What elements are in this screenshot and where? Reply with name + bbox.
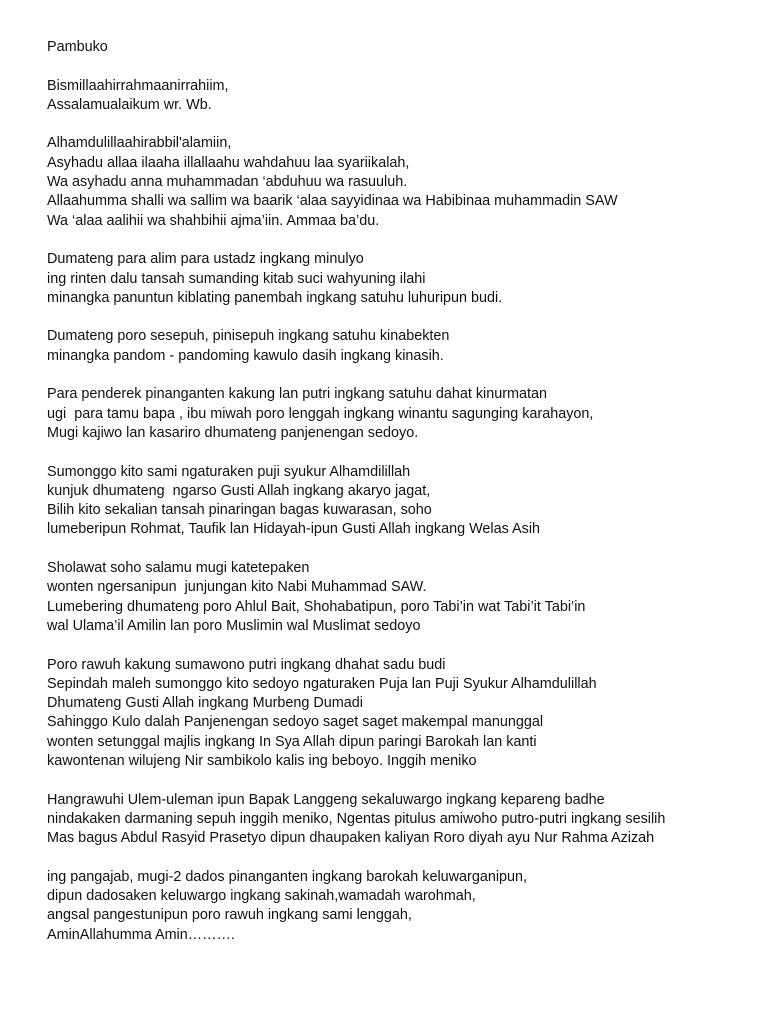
paragraph	[47, 656, 747, 772]
text-line: Sumonggo kito sami ngaturaken puji syukur Alhamdilillah	[47, 463, 411, 480]
paragraph	[47, 327, 747, 366]
text-line: ugi para tamu bapa , ibu miwah poro lenggah ingkang winantu sagunging karahayon,	[47, 405, 594, 422]
text-line: Lumebering dhumateng poro Ahlul Bait, Shohabatipun, poro Tabi’in wat Tabi’it Tabi’in	[47, 598, 586, 615]
document-body	[47, 77, 747, 945]
text-line: Poro rawuh kakung sumawono putri ingkang dhahat sadu budi	[47, 656, 446, 673]
text-line: dipun dadosaken keluwargo ingkang sakinah,wamadah warohmah,	[47, 888, 476, 905]
text-line: Sholawat soho salamu mugi katetepaken	[47, 560, 310, 577]
text-line: Hangrawuhi Ulem-uleman ipun Bapak Langgeng sekaluwargo ingkang kepareng badhe	[47, 791, 605, 808]
text-line: Bilih kito sekalian tansah pinaringan bagas kuwarasan, soho	[47, 502, 432, 519]
text-line: ing pangajab, mugi-2 dados pinanganten ingkang barokah keluwarganipun,	[47, 868, 528, 885]
text-line: nindakaken darmaning sepuh inggih meniko, Ngentas pitulus amiwoho putro-putri ingkang sesilih	[47, 810, 666, 827]
text-line: wal Ulama’il Amilin lan poro Muslimin wal Muslimat sedoyo	[47, 617, 421, 634]
text-line: Alhamdulillaahirabbil'alamiin,	[47, 135, 232, 152]
text-line: angsal pangestunipun poro rawuh ingkang sami lenggah,	[47, 907, 412, 924]
text-line: Asyhadu allaa ilaaha illallaahu wahdahuu laa syariikalah,	[47, 154, 410, 171]
paragraph	[47, 868, 747, 945]
paragraph	[47, 77, 747, 116]
text-line: lumeberipun Rohmat, Taufik lan Hidayah-ipun Gusti Allah ingkang Welas Asih	[47, 521, 541, 538]
text-line: kunjuk dhumateng ngarso Gusti Allah ingkang akaryo jagat,	[47, 482, 431, 499]
paragraph	[47, 385, 747, 443]
text-line: Dumateng poro sesepuh, pinisepuh ingkang satuhu kinabekten	[47, 328, 450, 345]
document-page	[47, 38, 747, 964]
text-line: Sahinggo Kulo dalah Panjenengan sedoyo saget saget makempal manunggal	[47, 714, 544, 731]
text-line: Assalamualaikum wr. Wb.	[47, 96, 212, 113]
paragraph	[47, 134, 747, 230]
text-line: Dhumateng Gusti Allah ingkang Murbeng Dumadi	[47, 695, 363, 712]
paragraph	[47, 791, 747, 849]
text-line: minangka panuntun kiblating panembah ingkang satuhu luhuripun budi.	[47, 289, 503, 306]
text-line: Mugi kajiwo lan kasariro dhumateng panjenengan sedoyo.	[47, 424, 419, 441]
text-line: Para penderek pinanganten kakung lan putri ingkang satuhu dahat kinurmatan	[47, 386, 548, 403]
text-line: AminAllahumma Amin……….	[47, 926, 235, 943]
text-line: Bismillaahirrahmaanirrahiim,	[47, 77, 229, 94]
text-line: wonten setunggal majlis ingkang In Sya Allah dipun paringi Barokah lan kanti	[47, 733, 537, 750]
document-title: Pambuko	[47, 39, 108, 55]
paragraph	[47, 463, 747, 540]
text-line: wonten ngersanipun junjungan kito Nabi Muhammad SAW.	[47, 579, 427, 596]
text-line: Wa ‘alaa aalihii wa shahbihii ajma’iin. Ammaa ba’du.	[47, 212, 380, 229]
text-line: Dumateng para alim para ustadz ingkang minulyo	[47, 251, 364, 268]
paragraph	[47, 250, 747, 308]
text-line: ing rinten dalu tansah sumanding kitab suci wahyuning ilahi	[47, 270, 426, 287]
paragraph	[47, 559, 747, 636]
text-line: Allaahumma shalli wa sallim wa baarik ‘alaa sayyidinaa wa Habibinaa muhammadin SAW	[47, 193, 618, 210]
text-line: Wa asyhadu anna muhammadan ‘abduhuu wa rasuuluh.	[47, 174, 408, 191]
text-line: kawontenan wilujeng Nir sambikolo kalis ing beboyo. Inggih meniko	[47, 752, 477, 769]
text-line: Sepindah maleh sumonggo kito sedoyo ngaturaken Puja lan Puji Syukur Alhamdulillah	[47, 675, 597, 692]
text-line: Mas bagus Abdul Rasyid Prasetyo dipun dhaupaken kaliyan Roro diyah ayu Nur Rahma Azizah	[47, 830, 655, 847]
text-line: minangka pandom - pandoming kawulo dasih ingkang kinasih.	[47, 347, 444, 364]
